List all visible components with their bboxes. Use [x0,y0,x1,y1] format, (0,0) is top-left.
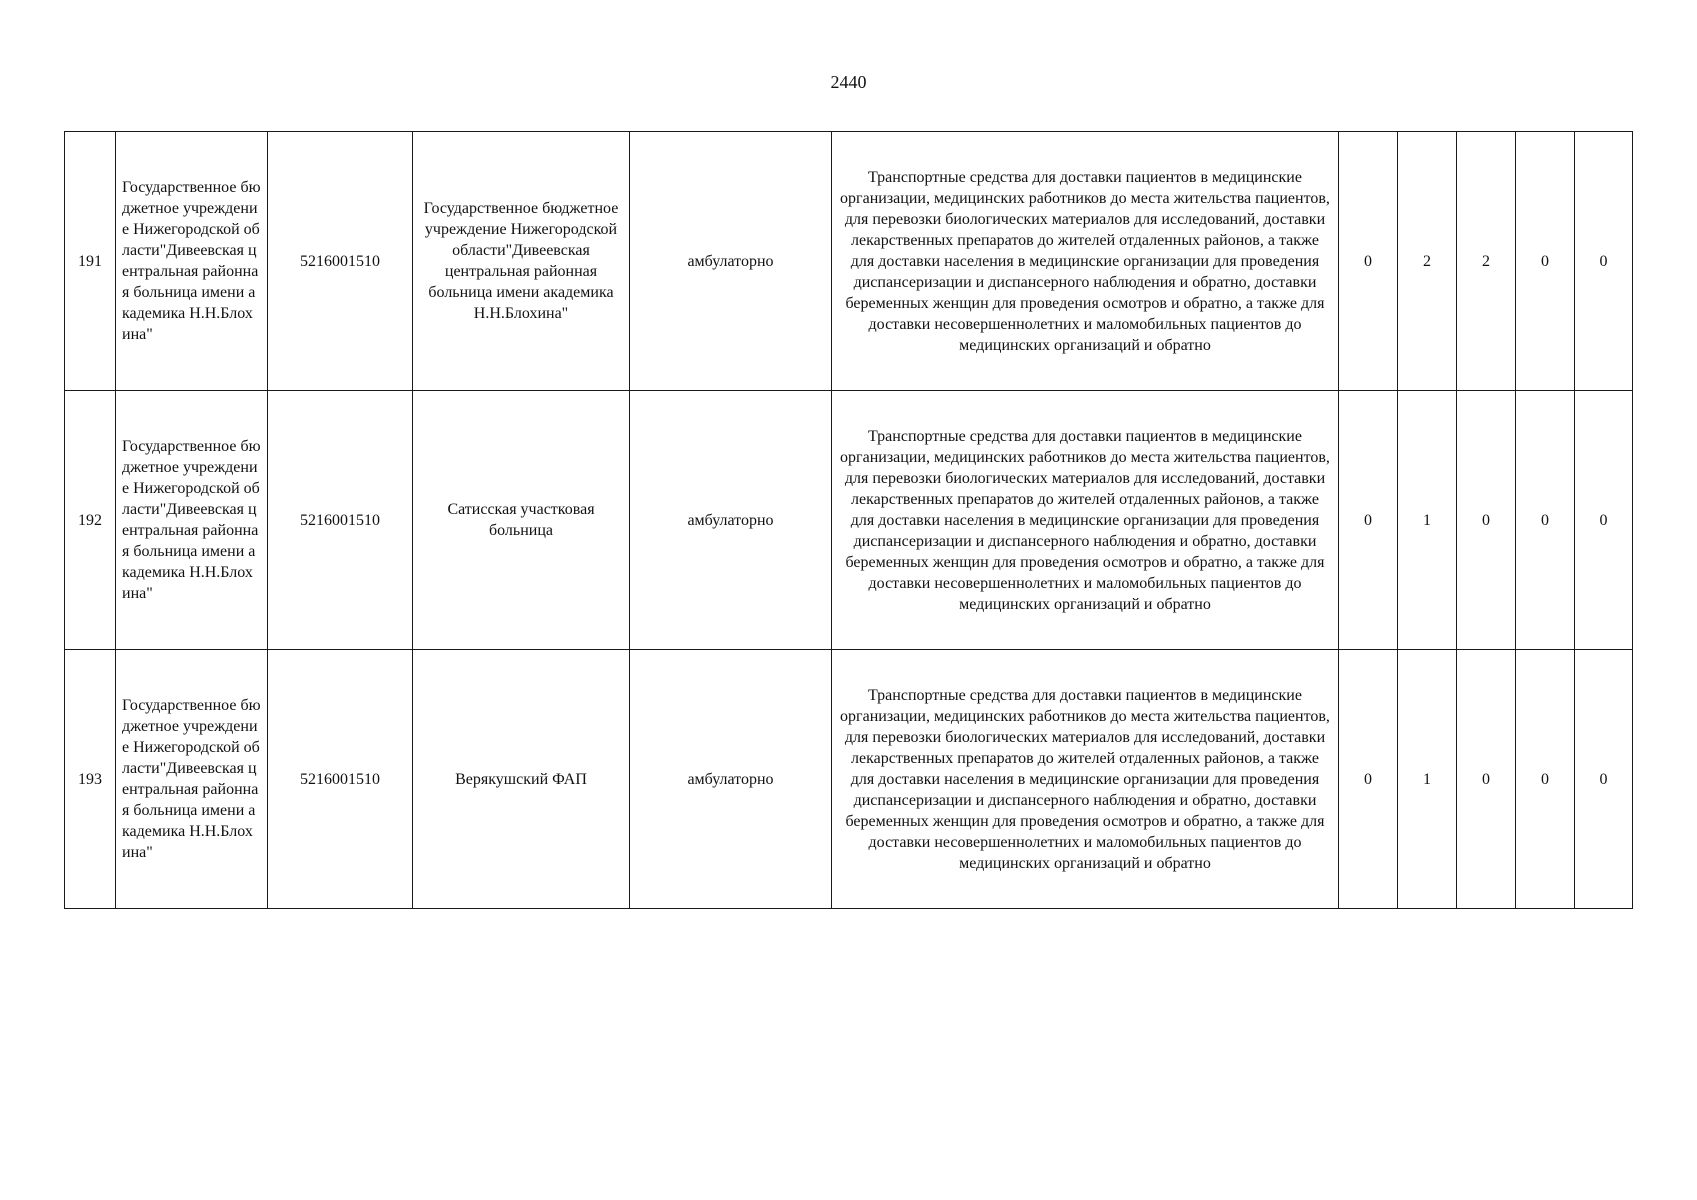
care-conditions: амбулаторно [630,132,832,391]
vehicle-description: Транспортные средства для доставки пациентов в медицинские организации, медицинских работников до места жительства пациентов, для перевозки биологических материалов для исследований, доставки лекарственных препаратов до жителей отдаленных районов, а также для доставки населения в медицинские организации для проведения диспансеризации и диспансерного наблюдения и обратно, доставки беременных женщин для проведения осмотров и обратно, а также для доставки несовершеннолетних и маломобильных пациентов до медицинских организаций и обратно [832,391,1339,650]
row-number: 191 [65,132,116,391]
vehicle-description: Транспортные средства для доставки пациентов в медицинские организации, медицинских работников до места жительства пациентов, для перевозки биологических материалов для исследований, доставки лекарственных препаратов до жителей отдаленных районов, а также для доставки населения в медицинские организации для проведения диспансеризации и диспансерного наблюдения и обратно, доставки беременных женщин для проведения осмотров и обратно, а также для доставки несовершеннолетних и маломобильных пациентов до медицинских организаций и обратно [832,132,1339,391]
table-row [65,650,1633,909]
care-conditions: амбулаторно [630,650,832,909]
value-cell: 0 [1575,650,1633,909]
unit-name: Государственное бюджетное учреждение Нижегородской области"Дивеевская центральная районная больница имени академика Н.Н.Блохина" [413,132,630,391]
value-cell: 2 [1457,132,1516,391]
value-cell: 0 [1457,391,1516,650]
row-number: 192 [65,391,116,650]
value-cell: 0 [1516,132,1575,391]
inn-cell: 5216001510 [268,650,413,909]
value-cell: 0 [1575,391,1633,650]
organization-name: Государственное бюджетное учреждение Нижегородской области"Дивеевская центральная районная больница имени академика Н.Н.Блохина" [116,391,268,650]
table-row [65,132,1633,391]
vehicle-description: Транспортные средства для доставки пациентов в медицинские организации, медицинских работников до места жительства пациентов, для перевозки биологических материалов для исследований, доставки лекарственных препаратов до жителей отдаленных районов, а также для доставки населения в медицинские организации для проведения диспансеризации и диспансерного наблюдения и обратно, доставки беременных женщин для проведения осмотров и обратно, а также для доставки несовершеннолетних и маломобильных пациентов до медицинских организаций и обратно [832,650,1339,909]
organization-name: Государственное бюджетное учреждение Нижегородской области"Дивеевская центральная районная больница имени академика Н.Н.Блохина" [116,650,268,909]
row-number: 193 [65,650,116,909]
table-row [65,391,1633,650]
value-cell: 0 [1575,132,1633,391]
value-cell: 1 [1398,391,1457,650]
page-number: 2440 [830,72,867,92]
value-cell: 0 [1457,650,1516,909]
unit-name: Сатисская участковая больница [413,391,630,650]
value-cell: 0 [1516,391,1575,650]
value-cell: 0 [1339,650,1398,909]
value-cell: 0 [1516,650,1575,909]
registry-table [64,131,1633,909]
inn-cell: 5216001510 [268,391,413,650]
care-conditions: амбулаторно [630,391,832,650]
value-cell: 1 [1398,650,1457,909]
value-cell: 2 [1398,132,1457,391]
inn-cell: 5216001510 [268,132,413,391]
unit-name: Верякушский ФАП [413,650,630,909]
value-cell: 0 [1339,391,1398,650]
organization-name: Государственное бюджетное учреждение Нижегородской области"Дивеевская центральная районная больница имени академика Н.Н.Блохина" [116,132,268,391]
value-cell: 0 [1339,132,1398,391]
